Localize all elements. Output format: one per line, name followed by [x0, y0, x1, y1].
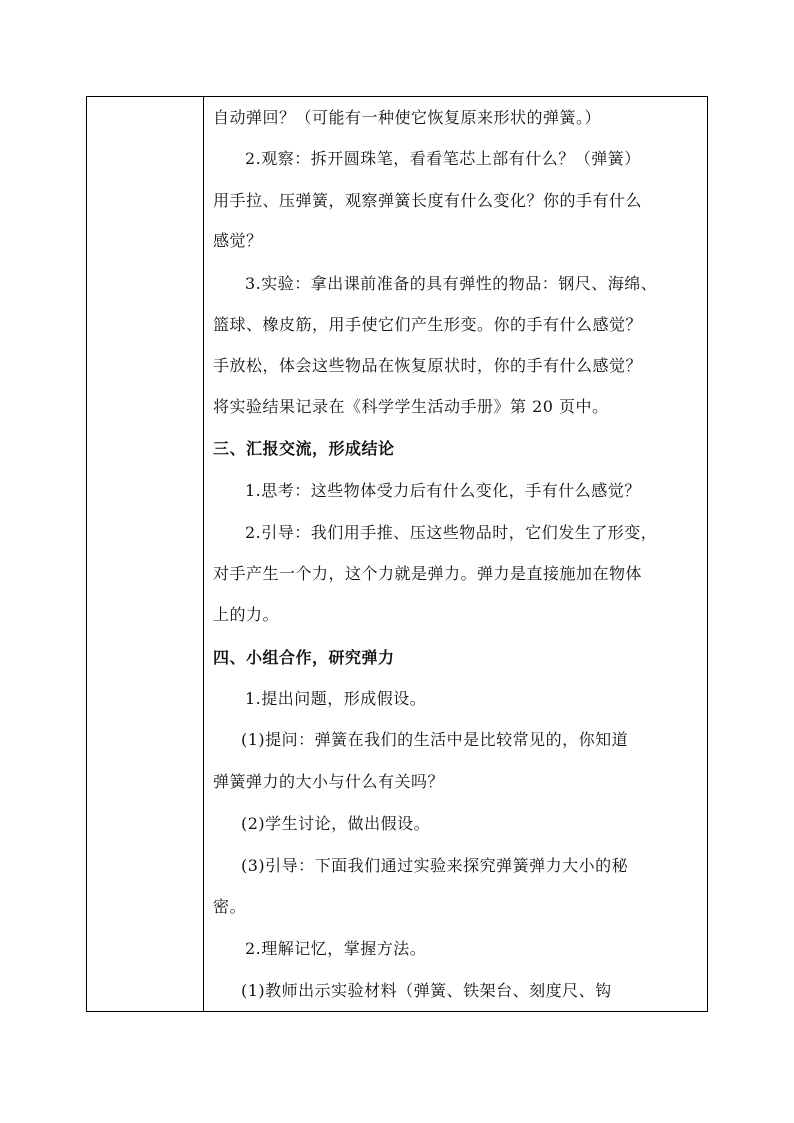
text-line: 对手产生一个力，这个力就是弹力。弹力是直接施加在物体: [213, 564, 643, 583]
text-line: 密。: [213, 897, 247, 916]
text-line: 用手拉、压弹簧，观察弹簧长度有什么变化？你的手有什么: [213, 191, 643, 210]
text-line: 自动弹回？（可能有一种使它恢复原来形状的弹簧。）: [213, 108, 602, 127]
text-line: 上的力。: [213, 605, 280, 624]
text-line: 篮球、橡皮筋，用手使它们产生形变。你的手有什么感觉？: [213, 315, 643, 334]
text-line: 2.理解记忆，掌握方法。: [245, 939, 427, 958]
text-line: 感觉？: [213, 231, 263, 250]
text-line: 2.引导：我们用手推、压这些物品时，它们发生了形变，: [245, 523, 658, 542]
text-line: 手放松，体会这些物品在恢复原状时，你的手有什么感觉？: [213, 356, 643, 375]
section-heading: 四、小组合作，研究弹力: [213, 648, 395, 667]
text-line: 3.实验：拿出课前准备的具有弹性的物品：钢尺、海绵、: [245, 274, 658, 293]
text-line: (3)引导：下面我们通过实验来探究弹簧弹力大小的秘: [241, 856, 629, 875]
text-line: (1)提问：弹簧在我们的生活中是比较常见的，你知道: [241, 730, 629, 749]
column-divider: [203, 97, 204, 1011]
text-line: 1.提出问题，形成假设。: [245, 689, 427, 708]
text-line: 1.思考：这些物体受力后有什么变化，手有什么感觉？: [245, 481, 641, 500]
lesson-table: [86, 96, 708, 1012]
text-line: (1)教师出示实验材料（弹簧、铁架台、刻度尺、钩: [241, 981, 612, 1000]
text-line: 将实验结果记录在《科学学生活动手册》第 20 页中。: [213, 397, 609, 416]
text-line: 弹簧弹力的大小与什么有关吗？: [213, 772, 445, 791]
text-line: 2.观察：拆开圆珠笔，看看笔芯上部有什么？（弹簧）: [245, 149, 641, 168]
section-heading: 三、汇报交流，形成结论: [213, 439, 395, 458]
text-line: (2)学生讨论，做出假设。: [241, 814, 431, 833]
